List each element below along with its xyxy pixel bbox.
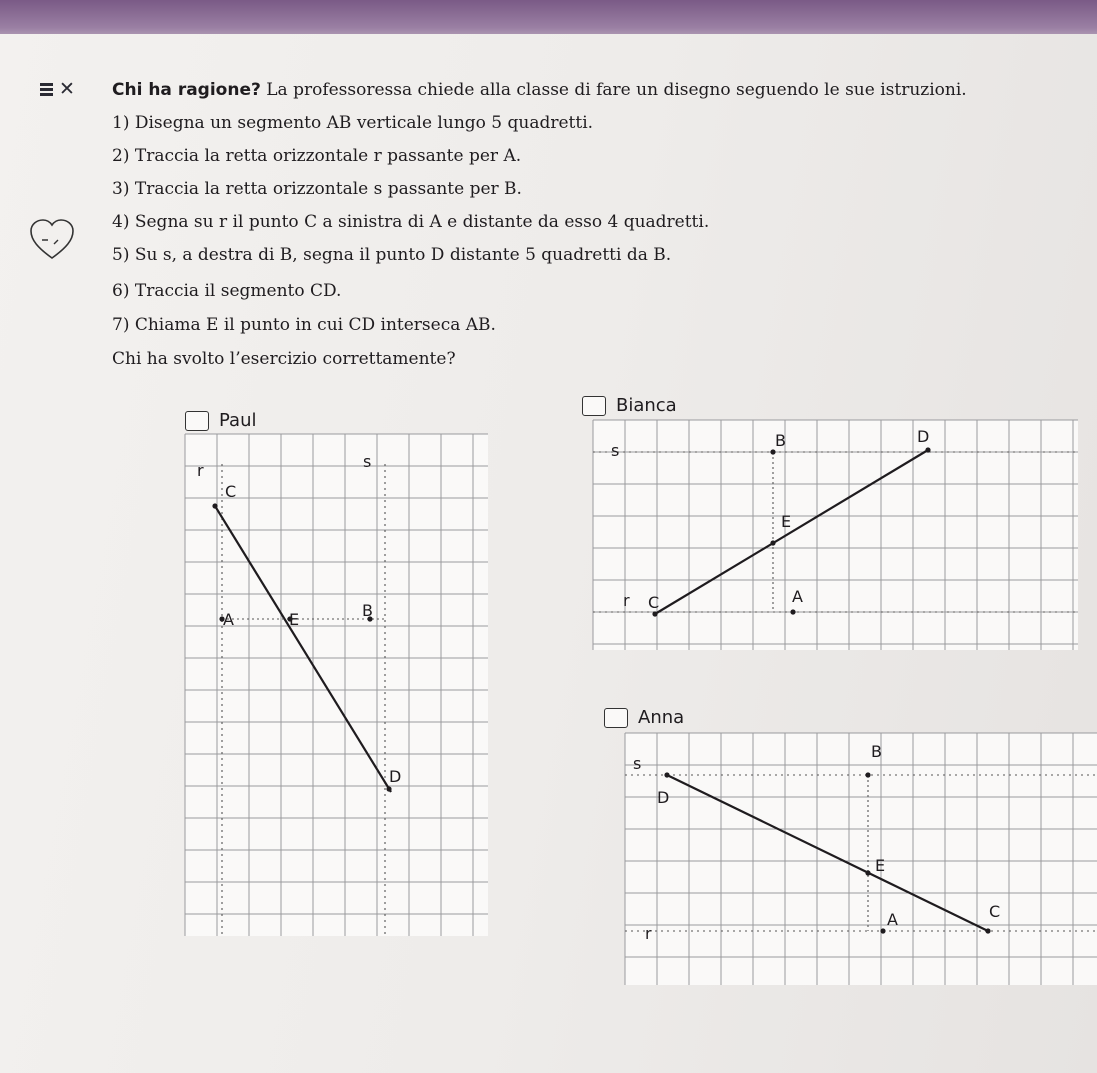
bianca-point-a: [790, 609, 795, 614]
bianca-point-c: [652, 611, 657, 616]
bianca-label-r: r: [623, 591, 630, 610]
option-bianca[interactable]: [582, 395, 677, 416]
anna-label: Anna: [638, 707, 685, 728]
exercise-heading: [112, 80, 967, 100]
bianca-checkbox[interactable]: [582, 396, 606, 416]
step-7: 7) Chiama E il punto in cui CD interseca AB.: [112, 315, 496, 335]
difficulty-bars-icon: [40, 83, 53, 96]
anna-label-d: D: [657, 788, 670, 807]
bianca-label-e: E: [781, 512, 792, 531]
paul-label-s: s: [363, 452, 372, 471]
anna-point-a: [880, 928, 885, 933]
paul-point-c: [212, 503, 217, 508]
option-anna[interactable]: [604, 707, 684, 728]
bianca-point-d: [925, 447, 930, 452]
bianca-label-d: D: [917, 427, 930, 446]
anna-point-c: [985, 928, 990, 933]
exercise-intro: La professoressa chiede alla classe di fare un disegno seguendo le sue istruzioni.: [266, 80, 967, 100]
anna-label-r: r: [645, 924, 652, 943]
bianca-label-b: B: [775, 431, 786, 450]
anna-point-d: [664, 772, 669, 777]
paul-checkbox[interactable]: [185, 411, 209, 431]
exercise-title: Chi ha ragione?: [112, 80, 261, 100]
bianca-drawing: [593, 420, 1078, 652]
anna-point-e: [865, 870, 870, 875]
bianca-label: Bianca: [616, 395, 677, 416]
paul-label-a: A: [223, 610, 234, 629]
step-6: 6) Traccia il segmento CD.: [112, 281, 342, 301]
question: Chi ha svolto l’esercizio correttamente?: [112, 349, 456, 369]
step-2: 2) Traccia la retta orizzontale r passante per A.: [112, 146, 522, 166]
bianca-label-s: s: [611, 441, 620, 460]
anna-checkbox[interactable]: [604, 708, 628, 728]
anna-label-e: E: [875, 856, 886, 875]
anna-label-c: C: [989, 902, 1001, 921]
anna-drawing: [625, 733, 1097, 987]
anna-label-b: B: [871, 742, 882, 761]
step-5: 5) Su s, a destra di B, segna il punto D distante 5 quadretti da B.: [112, 245, 672, 265]
paul-grid-paper: [185, 434, 488, 936]
bianca-point-e: [770, 540, 775, 545]
difficulty-x-icon: ✕: [59, 78, 75, 100]
paul-label-r: r: [197, 461, 204, 480]
anna-label-a: A: [887, 910, 898, 929]
paul-label-e: E: [289, 610, 300, 629]
heart-icon: [28, 218, 76, 262]
exercise-marker: [40, 80, 75, 99]
bianca-point-b: [770, 449, 775, 454]
bianca-label-c: C: [648, 593, 660, 612]
bianca-grid-paper: [593, 420, 1078, 650]
paul-label-c: C: [225, 482, 237, 501]
paul-drawing: [185, 434, 495, 940]
paul-label: Paul: [219, 410, 257, 431]
step-4: 4) Segna su r il punto C a sinistra di A e distante da esso 4 quadretti.: [112, 212, 710, 232]
step-1: 1) Disegna un segmento AB verticale lungo 5 quadretti.: [112, 113, 594, 133]
bianca-label-a: A: [792, 587, 803, 606]
option-paul[interactable]: [185, 410, 257, 431]
paul-label-d: D: [389, 767, 402, 786]
anna-label-s: s: [633, 754, 642, 773]
paul-label-b: B: [362, 601, 373, 620]
paul-point-d: [386, 786, 391, 791]
step-3: 3) Traccia la retta orizzontale s passante per B.: [112, 179, 522, 199]
anna-point-b: [865, 772, 870, 777]
anna-grid-paper: [625, 733, 1097, 985]
